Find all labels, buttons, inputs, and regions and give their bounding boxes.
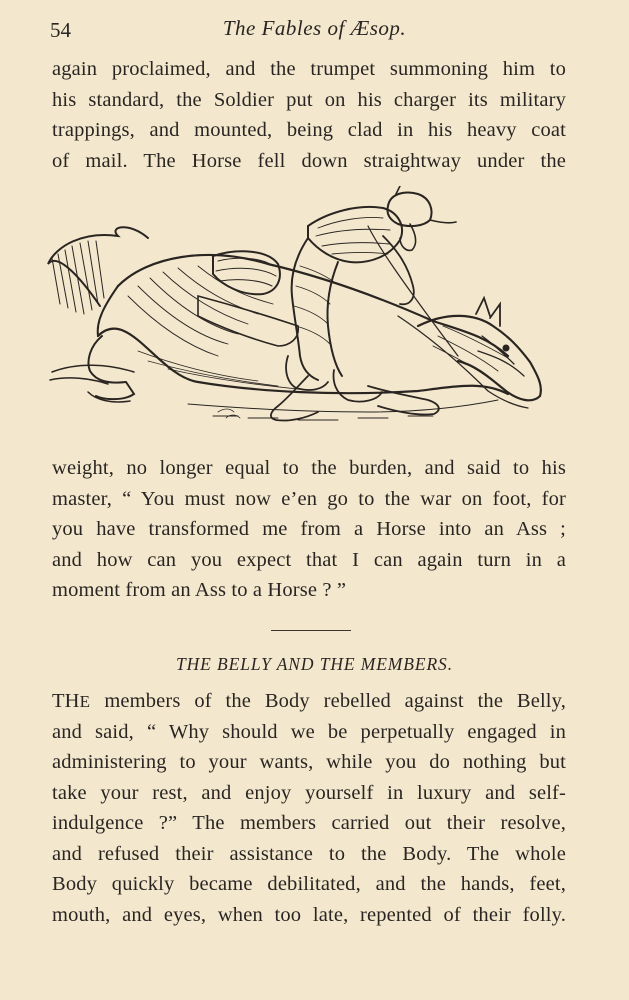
text-line: again proclaimed, and the trumpet summoning him to <box>52 58 566 80</box>
paragraph-one <box>52 54 566 176</box>
text-line: administering to your wants, while you do nothing but <box>52 751 566 773</box>
soldier-horse-illustration <box>38 186 550 436</box>
drop-cap: TH <box>52 690 80 712</box>
text-line: his standard, the Soldier put on his charger its military <box>52 88 566 111</box>
text-line: moment from an Ass to a Horse ? ” <box>52 579 347 601</box>
fable-title: THE BELLY AND THE MEMBERS. <box>176 654 453 674</box>
text-line: and refused their assistance to the Body. The whole <box>52 842 566 865</box>
text-line: weight, no longer equal to the burden, and said to his <box>52 457 566 479</box>
text-line: of mail. The Horse fell down straightway under the <box>52 149 566 172</box>
text-line: you have transformed me from a Horse into an Ass ; <box>52 518 566 540</box>
text-line <box>52 686 566 717</box>
first-line-text: members of the Body rebelled against the Belly, <box>90 690 566 712</box>
smallcaps-tail: E <box>79 692 91 711</box>
paragraph-two <box>52 453 566 606</box>
section-divider <box>271 630 351 632</box>
text-line: Body quickly became debilitated, and the hands, feet, <box>52 873 566 895</box>
text-line: and said, “ Why should we be perpetually engaged in <box>52 720 566 743</box>
page-number: 54 <box>50 18 71 42</box>
text-line: master, “ You must now e’en go to the war on foot, for <box>52 487 566 510</box>
running-title: The Fables of Æsop. <box>222 16 407 40</box>
text-line: take your rest, and enjoy yourself in luxury and self- <box>52 781 566 804</box>
fable-body <box>52 686 566 930</box>
text-line: and how can you expect that I can again turn in a <box>52 548 566 571</box>
text-line: trappings, and mounted, being clad in his heavy coat <box>52 119 566 141</box>
text-line: indulgence ?” The members carried out their resolve, <box>52 812 566 834</box>
text-line: mouth, and eyes, when too late, repented of their folly. <box>52 903 566 926</box>
